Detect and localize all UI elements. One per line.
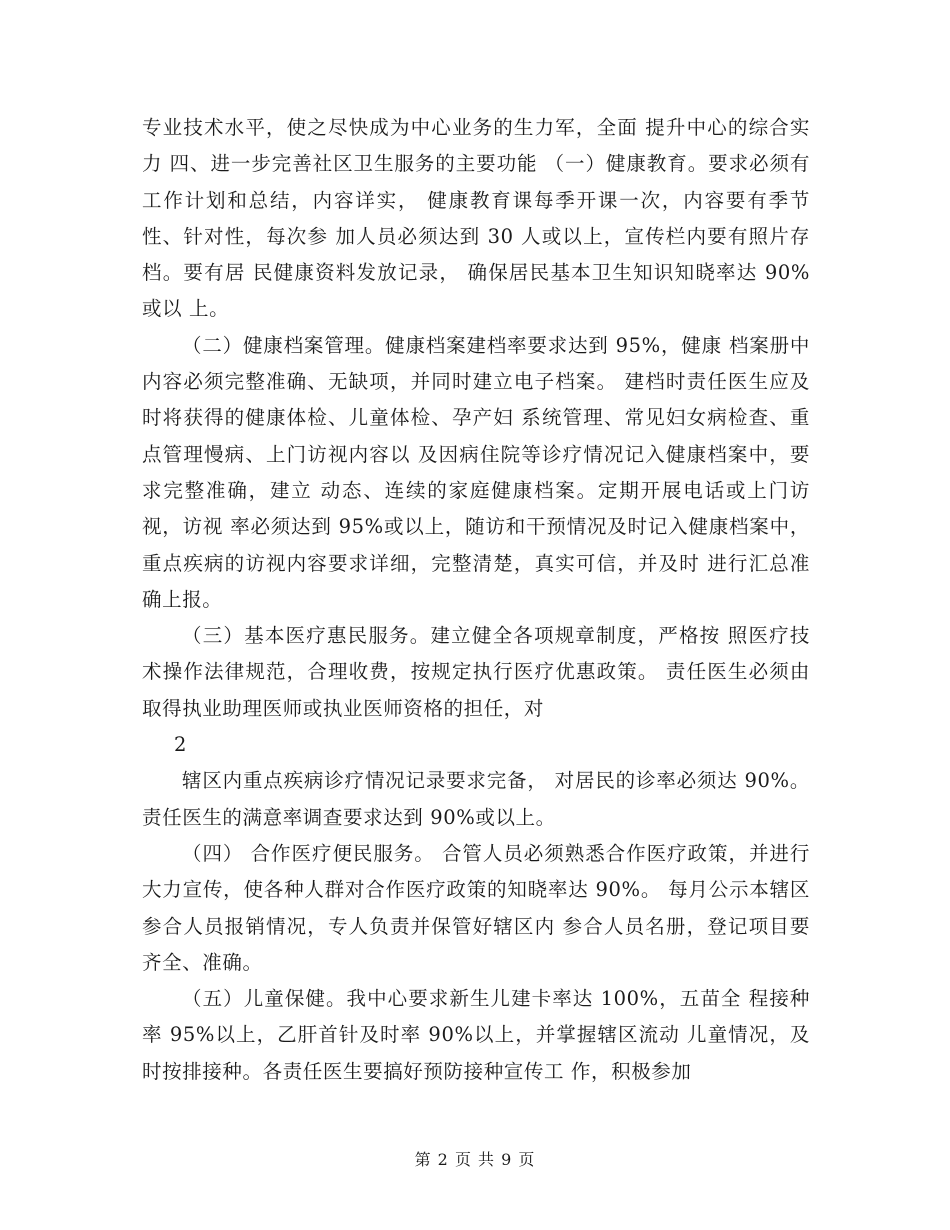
inline-page-number: 2: [174, 733, 187, 757]
paragraph-diagnosis-rate: 辖区内重点疾病诊疗情况记录要求完备， 对居民的诊率必须达 90%。责任医生的满意率调查要求达到 90%或以上。: [142, 769, 810, 829]
paragraph-health-records: （二）健康档案管理。健康档案建档率要求达到 95%，健康 档案册中内容必须完整准确、无缺项，并同时建立电子档案。 建档时责任医生应及时将获得的健康体检、儿童体检、孕产妇 系统管理、常见妇女病检查、重点管理慢病、上门访视内容以 及因病住院等诊疗情况记入健康档案中，要求完整准确，建立 动态、连续的家庭健康档案。定期开展电话或上门访视，访视 率必须达到 95%或以上，随访和干预情况及时记入健康档案中， 重点疾病的访视内容要求详细，完整清楚，真实可信，并及时 进行汇总准确上报。: [142, 333, 810, 611]
paragraph-child-health: （五）儿童保健。我中心要求新生儿建卡率达 100%，五苗全 程接种率 95%以上，乙肝首针及时率 90%以上，并掌握辖区流动 儿童情况，及时按排接种。各责任医生要搞好预防接种宣传工 作，积极参加: [142, 987, 810, 1083]
page-footer: 第 2 页 共 9 页: [414, 1150, 536, 1169]
paragraph-basic-medical: （三）基本医疗惠民服务。建立健全各项规章制度，严格按 照医疗技术操作法律规范，合理收费，按规定执行医疗优惠政策。 责任医生必须由取得执业助理医师或执业医师资格的担任，对: [142, 624, 810, 720]
paragraph-cooperative-medical: （四） 合作医疗便民服务。 合管人员必须熟悉合作医疗政策，并进行大力宣传，使各种人群对合作医疗政策的知晓率达 90%。 每月公示本辖区参合人员报销情况，专人负责并保管好辖区内 参合人员名册，登记项目要齐全、准确。: [142, 841, 810, 974]
paragraph-intro: 专业技术水平，使之尽快成为中心业务的生力军，全面 提升中心的综合实力 四、进一步完善社区卫生服务的主要功能 （一）健康教育。要求必须有工作计划和总结，内容详实， 健康教育课每季开课一次，内容要有季节性、针对性，每次参 加人员必须达到 30 人或以上，宣传栏内要有照片存档。要有居 民健康资料发放记录， 确保居民基本卫生知识知晓率达 90%或以 上。: [142, 116, 810, 321]
document-body: [142, 110, 810, 1090]
